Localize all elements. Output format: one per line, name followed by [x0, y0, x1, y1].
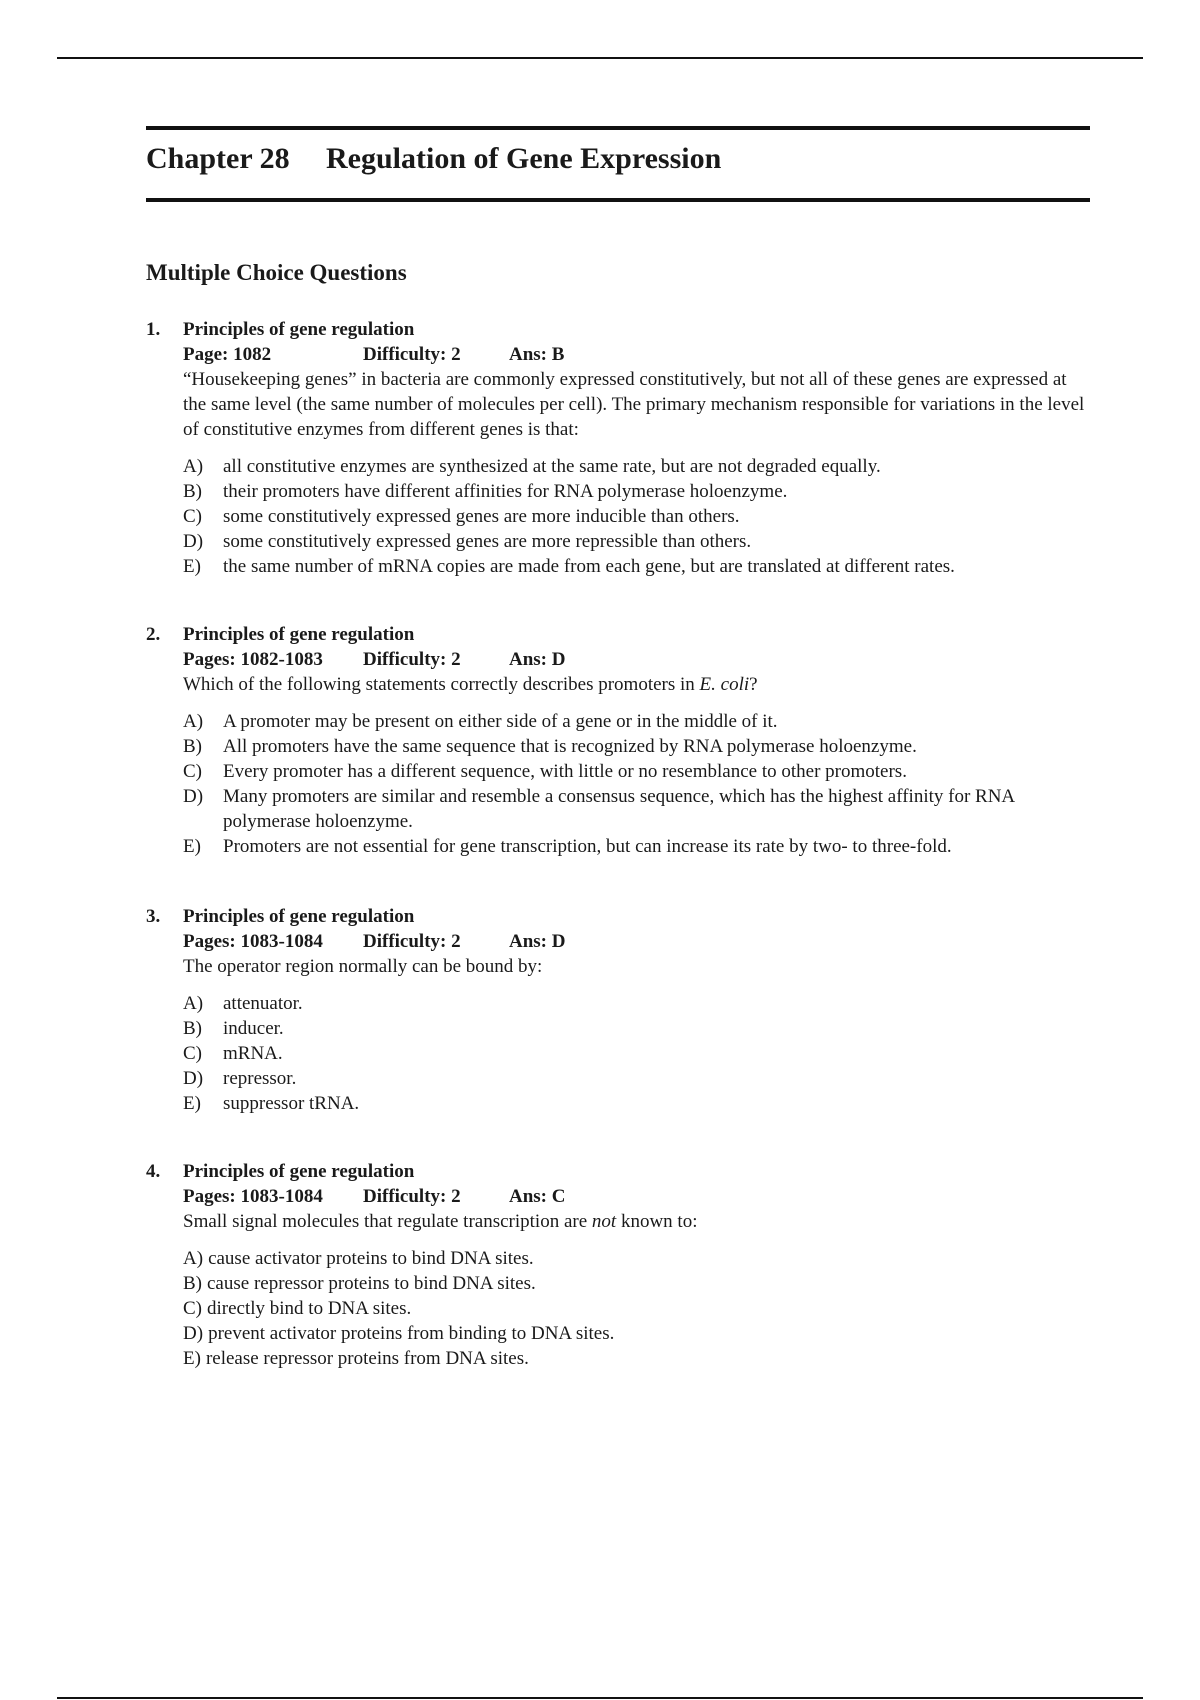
option-text: inducer.: [223, 1018, 284, 1039]
option-d: [183, 1066, 1086, 1091]
question-3: [146, 904, 1086, 1116]
question-meta: [146, 647, 1086, 672]
option-d: [183, 1321, 1086, 1346]
option-letter: A): [183, 711, 204, 732]
option-letter: E): [183, 1348, 201, 1369]
option-text: their promoters have different affinities for RNA polymerase holoenzyme.: [223, 481, 788, 502]
chapter-title: [146, 142, 721, 176]
answer-options: [146, 454, 1086, 579]
question-answer: Ans: D: [509, 649, 566, 670]
option-letter: A): [183, 1248, 204, 1269]
question-topic: Principles of gene regulation: [183, 906, 415, 927]
stem-text: Small signal molecules that regulate transcription are: [183, 1211, 592, 1232]
option-letter: B): [183, 481, 202, 502]
option-text: mRNA.: [223, 1043, 283, 1064]
chapter-title-rule-bottom: [146, 198, 1090, 202]
question-answer: Ans: D: [509, 931, 566, 952]
option-c: [183, 1296, 1086, 1321]
page-top-rule: [57, 57, 1143, 59]
option-text: suppressor tRNA.: [223, 1093, 360, 1114]
question-2: [146, 622, 1086, 859]
option-a: [183, 991, 1086, 1016]
question-number: 4.: [146, 1161, 161, 1182]
option-letter: E): [183, 836, 201, 857]
option-d: [183, 784, 1086, 834]
option-letter: D): [183, 531, 204, 552]
option-text: some constitutively expressed genes are more inducible than others.: [223, 506, 740, 527]
page-bottom-rule: [57, 1697, 1143, 1699]
option-letter: A): [183, 456, 204, 477]
question-pages: Pages: 1082-1083: [183, 649, 323, 670]
question-1: [146, 317, 1086, 579]
section-heading: Multiple Choice Questions: [146, 260, 407, 285]
option-d: [183, 529, 1086, 554]
option-text: directly bind to DNA sites.: [207, 1298, 412, 1319]
question-stem: [146, 1209, 1086, 1234]
option-c: [183, 759, 1086, 784]
option-text: cause activator proteins to bind DNA sites.: [208, 1248, 534, 1269]
option-letter: A): [183, 993, 204, 1014]
question-header: [146, 1159, 1086, 1184]
option-letter: B): [183, 1273, 202, 1294]
option-e: [183, 1346, 1086, 1371]
option-text: cause repressor proteins to bind DNA sites.: [207, 1273, 536, 1294]
question-topic: Principles of gene regulation: [183, 624, 415, 645]
option-letter: D): [183, 1323, 204, 1344]
question-topic: Principles of gene regulation: [183, 1161, 415, 1182]
question-answer: Ans: C: [509, 1186, 566, 1207]
question-4: [146, 1159, 1086, 1371]
question-difficulty: Difficulty: 2: [363, 931, 461, 952]
question-difficulty: Difficulty: 2: [363, 1186, 461, 1207]
stem-text-end: ?: [749, 674, 758, 695]
option-a: [183, 1246, 1086, 1271]
stem-text-end: known to:: [616, 1211, 698, 1232]
question-pages: Page: 1082: [183, 344, 272, 365]
option-letter: D): [183, 786, 204, 807]
option-a: [183, 709, 1086, 734]
question-pages: Pages: 1083-1084: [183, 931, 323, 952]
option-letter: E): [183, 1093, 201, 1114]
stem-text: Which of the following statements correctly describes promoters in: [183, 674, 700, 695]
stem-italic: E. coli: [699, 674, 750, 695]
question-meta: [146, 1184, 1086, 1209]
option-a: [183, 454, 1086, 479]
question-header: [146, 904, 1086, 929]
question-answer: Ans: B: [509, 344, 565, 365]
option-e: [183, 834, 1086, 859]
question-number: 3.: [146, 906, 161, 927]
option-e: [183, 554, 1086, 579]
option-text: some constitutively expressed genes are more repressible than others.: [223, 531, 752, 552]
option-text: all constitutive enzymes are synthesized at the same rate, but are not degraded equally.: [223, 456, 881, 477]
option-c: [183, 1041, 1086, 1066]
question-meta: [146, 342, 1086, 367]
option-text: prevent activator proteins from binding to DNA sites.: [208, 1323, 615, 1344]
answer-options: [146, 991, 1086, 1116]
option-letter: B): [183, 736, 202, 757]
option-text: All promoters have the same sequence that is recognized by RNA polymerase holoenzyme.: [223, 736, 917, 757]
option-text: the same number of mRNA copies are made from each gene, but are translated at different rates.: [223, 556, 955, 577]
option-text: A promoter may be present on either side of a gene or in the middle of it.: [223, 711, 778, 732]
question-difficulty: Difficulty: 2: [363, 649, 461, 670]
stem-italic: not: [591, 1211, 617, 1232]
option-text: attenuator.: [223, 993, 303, 1014]
option-letter: C): [183, 506, 202, 527]
chapter-number: Chapter 28: [146, 142, 290, 175]
question-stem: [146, 672, 1086, 697]
question-header: [146, 317, 1086, 342]
option-text: repressor.: [223, 1068, 297, 1089]
question-pages: Pages: 1083-1084: [183, 1186, 323, 1207]
option-b: [183, 1271, 1086, 1296]
option-letter: C): [183, 1043, 202, 1064]
option-letter: C): [183, 761, 202, 782]
question-topic: Principles of gene regulation: [183, 319, 415, 340]
option-letter: D): [183, 1068, 204, 1089]
option-text: release repressor proteins from DNA sites.: [205, 1348, 529, 1369]
answer-options: [146, 1246, 1086, 1371]
option-letter: C): [183, 1298, 202, 1319]
question-number: 1.: [146, 319, 161, 340]
option-b: [183, 1016, 1086, 1041]
answer-options: [146, 709, 1086, 859]
option-text: Every promoter has a different sequence, with little or no resemblance to other promoters.: [223, 761, 907, 782]
chapter-title-rule-top: [146, 126, 1090, 130]
question-difficulty: Difficulty: 2: [363, 344, 461, 365]
chapter-name: Regulation of Gene Expression: [326, 142, 722, 175]
option-b: [183, 479, 1086, 504]
option-letter: E): [183, 556, 201, 577]
option-letter: B): [183, 1018, 202, 1039]
question-stem: The operator region normally can be bound by:: [183, 956, 543, 977]
option-e: [183, 1091, 1086, 1116]
question-number: 2.: [146, 624, 161, 645]
option-text: Many promoters are similar and resemble a consensus sequence, which has the highest affinity for RNA polymerase holoenzyme.: [223, 786, 1015, 832]
option-text: Promoters are not essential for gene transcription, but can increase its rate by two- to three-fold.: [223, 836, 952, 857]
question-header: [146, 622, 1086, 647]
question-stem: “Housekeeping genes” in bacteria are commonly expressed constitutively, but not all of these genes are expressed at the same level (the same number of molecules per cell). The primary mechanism responsible for variations in the level of constitutive enzymes from different genes is that:: [183, 369, 1085, 440]
question-meta: [146, 929, 1086, 954]
option-c: [183, 504, 1086, 529]
option-b: [183, 734, 1086, 759]
